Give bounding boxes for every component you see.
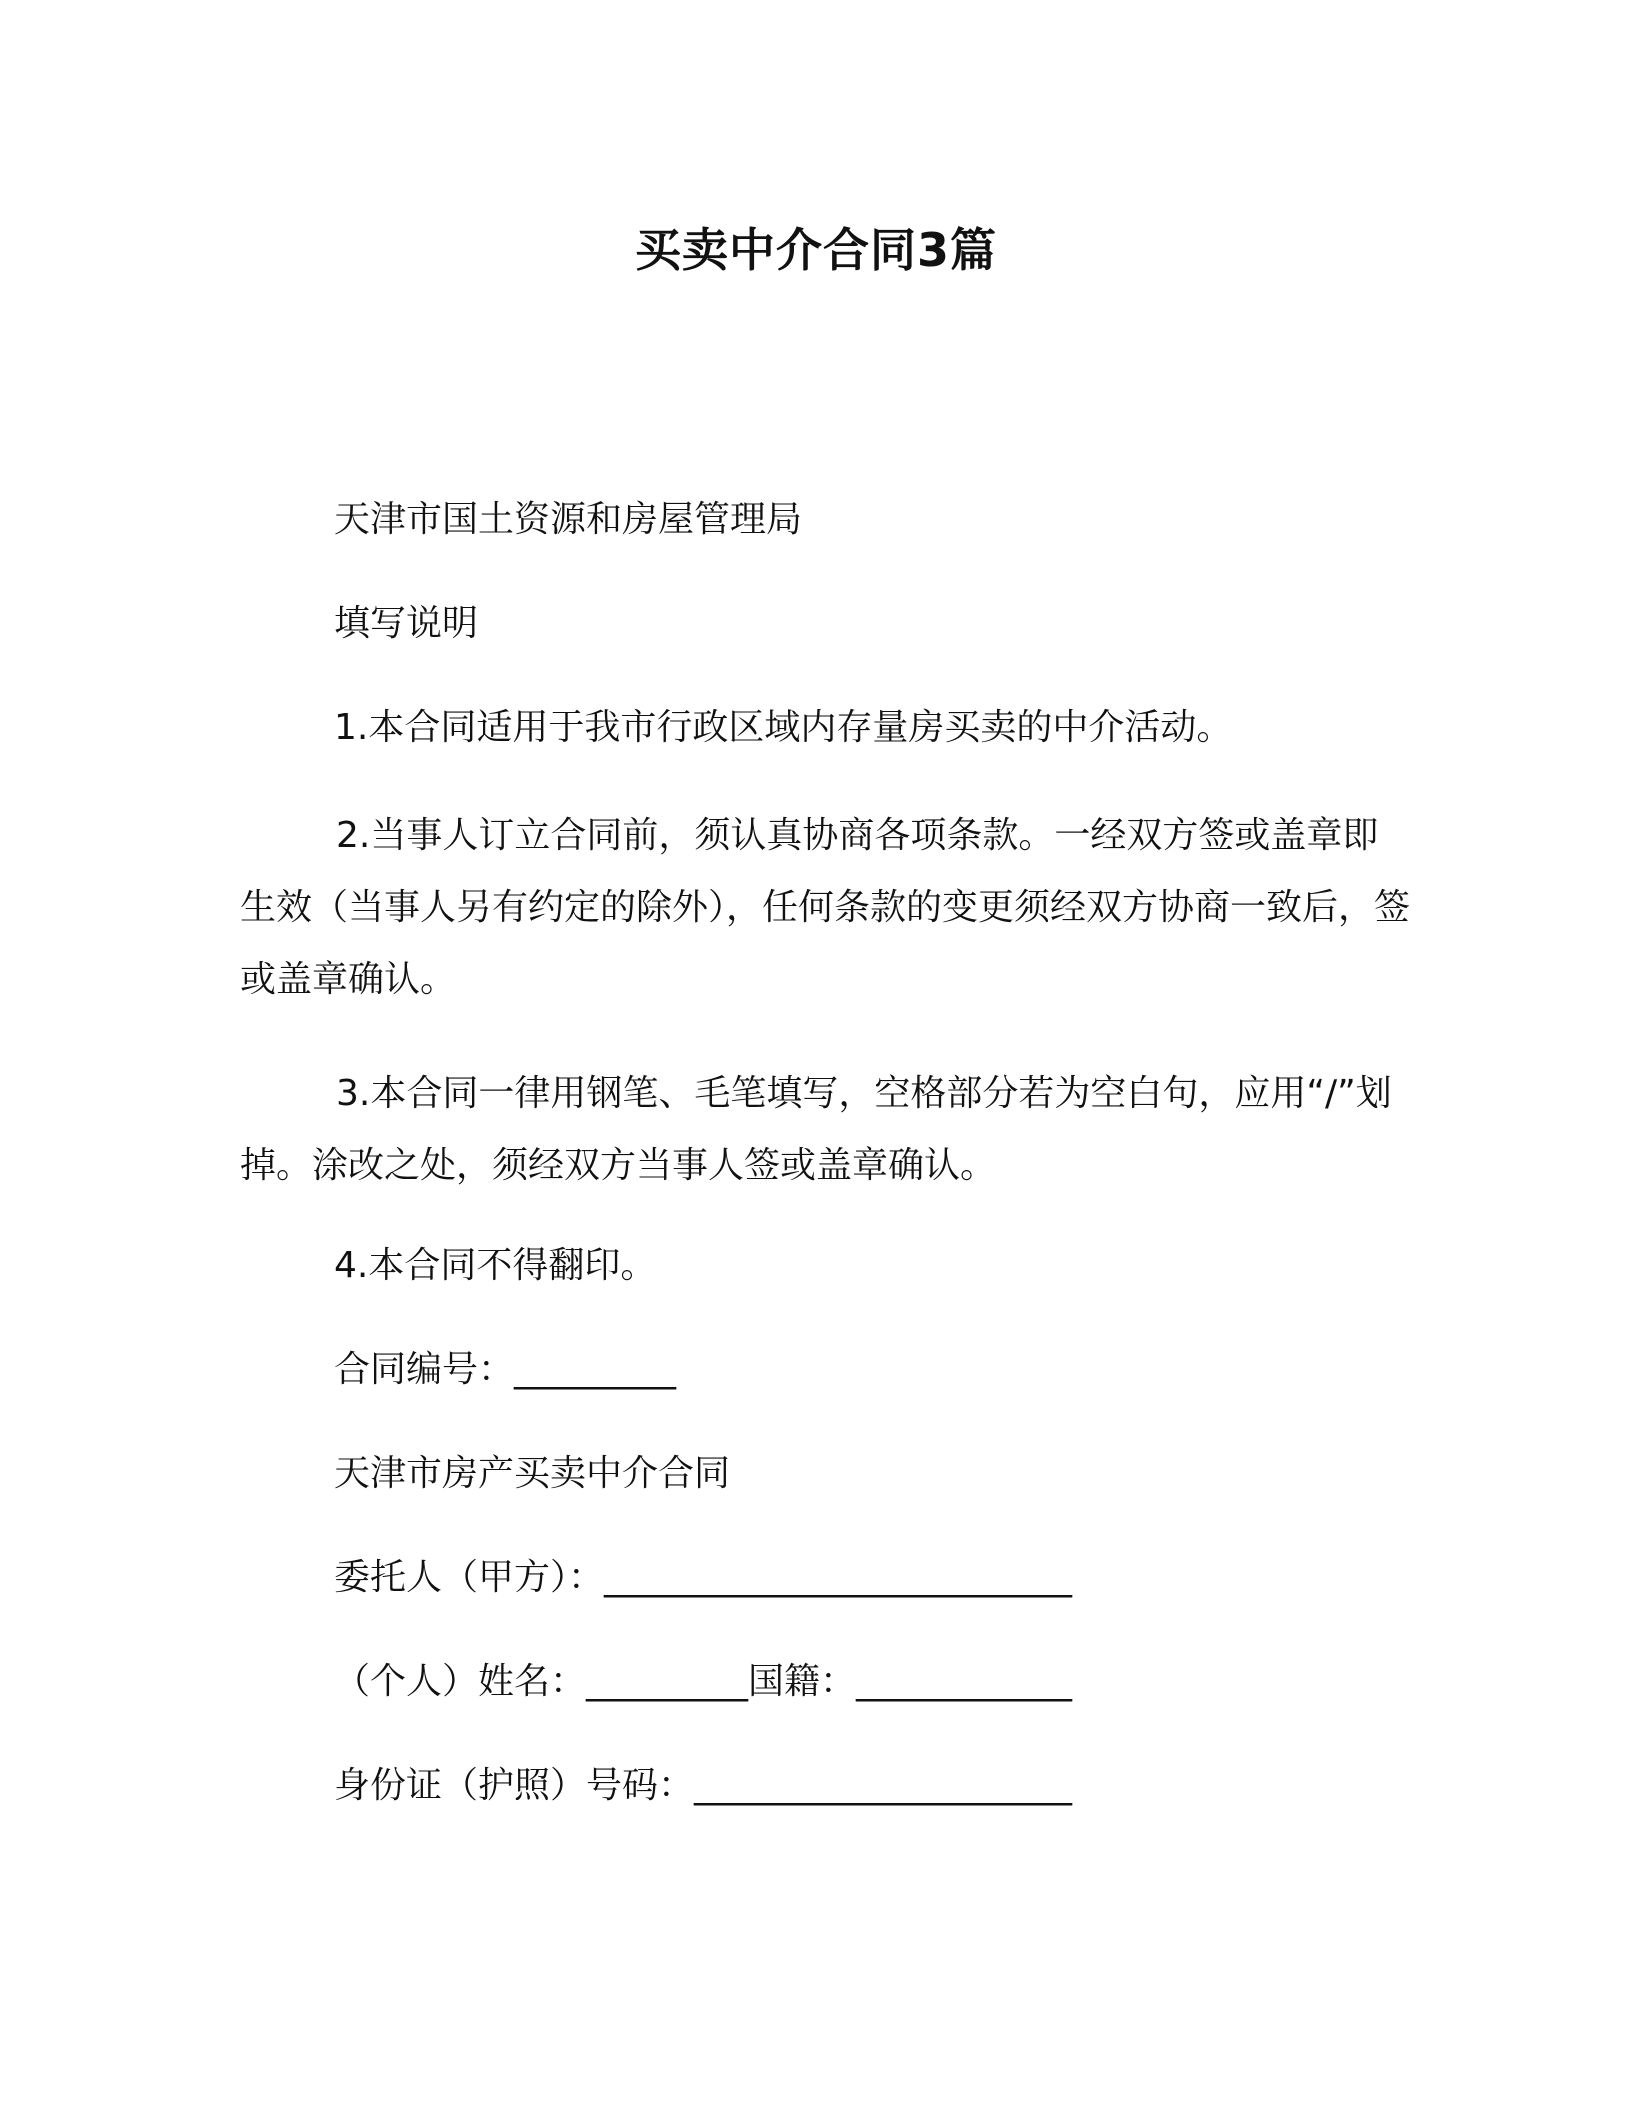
instruction-item: 1.本合同适用于我市行政区域内存量房买卖的中介活动。 <box>334 707 1233 748</box>
contract-number-field: 合同编号：_________ <box>334 1349 677 1390</box>
contract-title: 天津市房产买卖中介合同 <box>334 1453 731 1494</box>
name-nationality-field: （个人）姓名：_________国籍：____________ <box>334 1661 1073 1702</box>
principal-field: 委托人（甲方）：__________________________ <box>334 1557 1073 1598</box>
instructions-heading: 填写说明 <box>334 603 479 644</box>
issuer-line: 天津市国土资源和房屋管理局 <box>334 499 803 540</box>
instruction-item: 2.当事人订立合同前，须认真协商各项条款。一经双方签或盖章即生效（当事人另有约定的除外），任何条款的变更须经双方协商一致后，签或盖章确认。 <box>240 815 1411 1000</box>
instruction-item: 3.本合同一律用钢笔、毛笔填写，空格部分若为空白句，应用“/”划掉。涂改之处，须经双方当事人签或盖章确认。 <box>240 1073 1392 1186</box>
id-number-field: 身份证（护照）号码：_____________________ <box>334 1765 1073 1806</box>
instruction-item: 4.本合同不得翻印。 <box>334 1245 657 1286</box>
document-title: 买卖中介合同3篇 <box>634 223 997 277</box>
